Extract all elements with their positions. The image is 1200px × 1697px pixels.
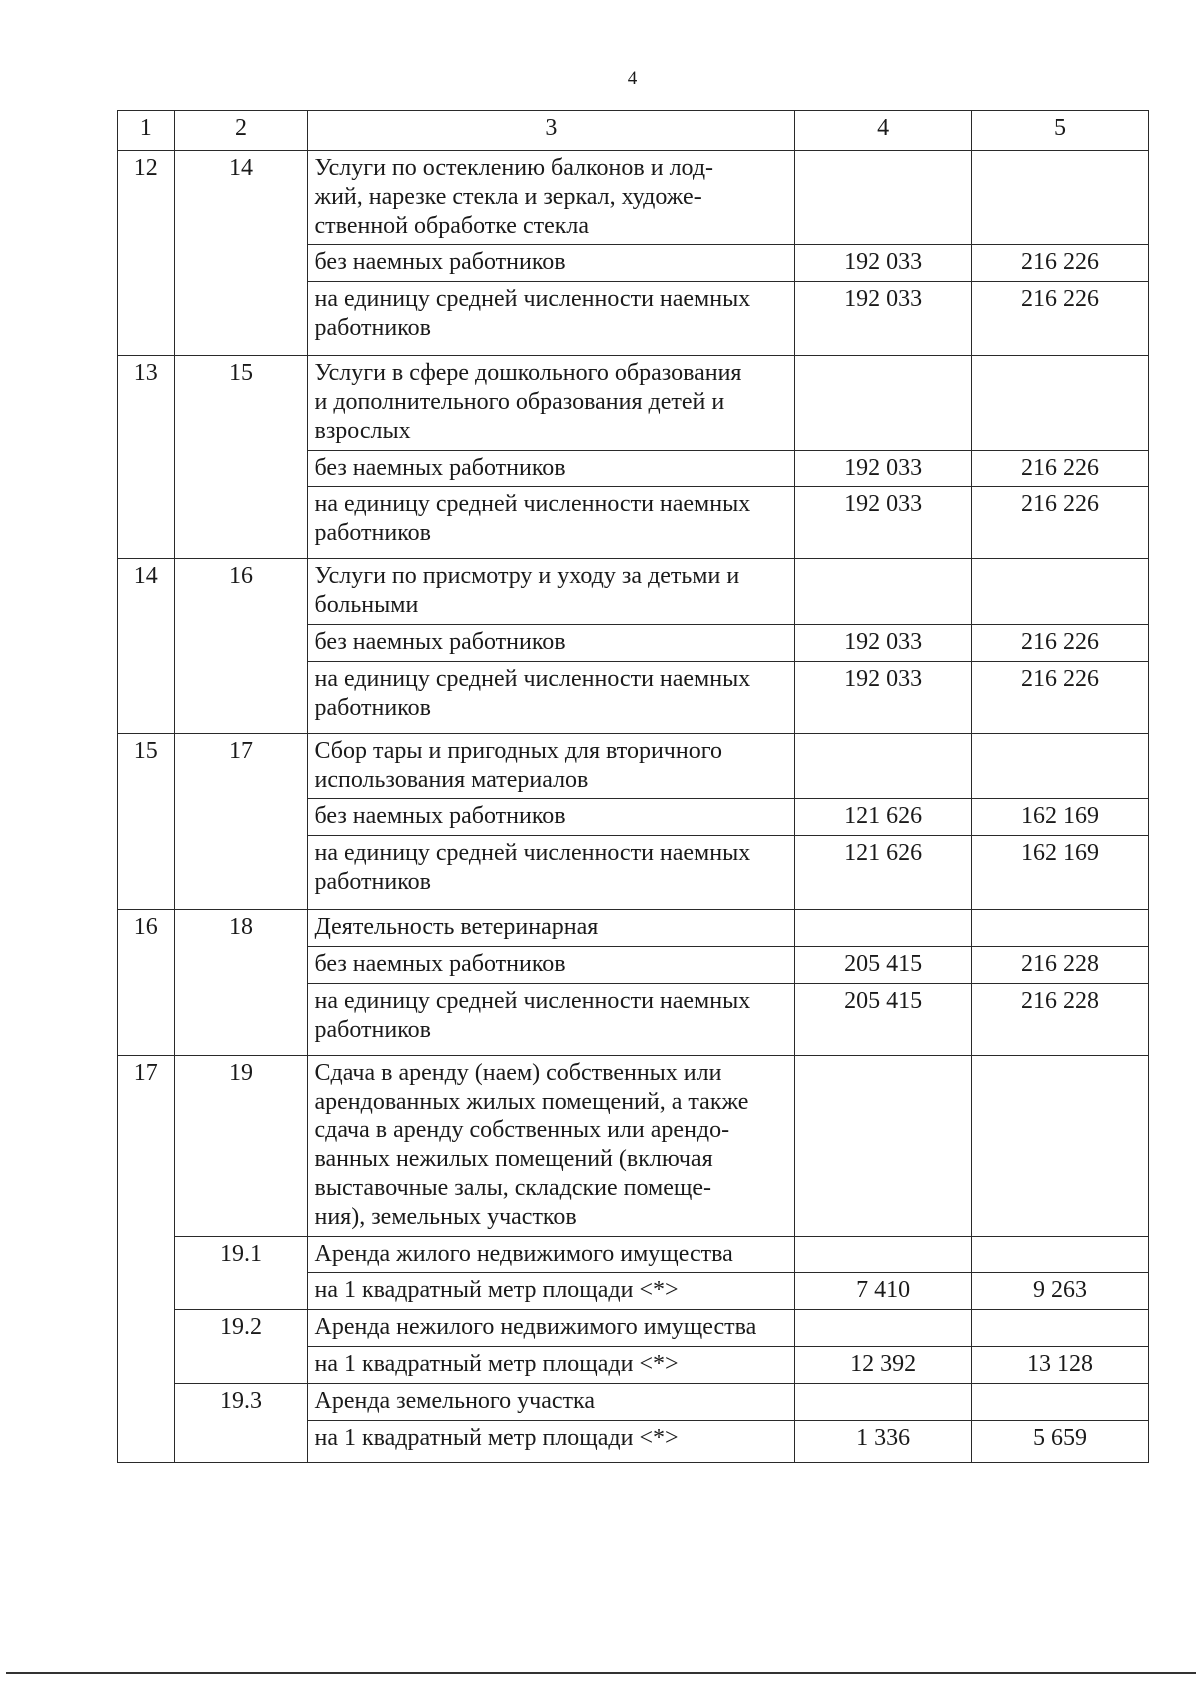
activity-title: Сбор тары и пригодных для вторичного использования материалов (308, 733, 795, 799)
value-col4: 192 033 (795, 661, 972, 733)
row-label: на единицу средней численности наемных работников (308, 661, 795, 733)
value-col5: 216 226 (972, 450, 1149, 487)
row-label: без наемных работников (308, 799, 795, 836)
subsection-code: 19.1 (174, 1236, 308, 1310)
row-label: без наемных работников (308, 946, 795, 983)
value-col5: 216 226 (972, 661, 1149, 733)
column-number-row (118, 111, 1149, 151)
section-row (118, 151, 1149, 245)
value-col5: 162 169 (972, 799, 1149, 836)
value-col4: 205 415 (795, 983, 972, 1055)
row-label: на единицу средней численности наемных работников (308, 282, 795, 356)
activity-title: Услуги по остеклению балконов и лод- жий, нарезке стекла и зеркал, художе- ственной обработке стекла (308, 151, 795, 245)
subsection-code: 19.3 (174, 1383, 308, 1462)
value-col4: 7 410 (795, 1273, 972, 1310)
value-col5: 216 226 (972, 282, 1149, 356)
value-col5: 162 169 (972, 836, 1149, 910)
value-col4: 192 033 (795, 282, 972, 356)
row-label: на 1 квадратный метр площади <*> (308, 1420, 795, 1462)
row-label: на единицу средней численности наемных работников (308, 836, 795, 910)
row-number: 16 (118, 910, 175, 1056)
row-label: без наемных работников (308, 624, 795, 661)
row-number: 15 (118, 733, 175, 909)
subsection-code: 19.2 (174, 1310, 308, 1384)
activity-title: Услуги в сфере дошкольного образования и дополнительного образования детей и взрослых (308, 356, 795, 450)
row-number: 12 (118, 151, 175, 356)
activity-title: Деятельность ветеринарная (308, 910, 795, 947)
subsection-row (118, 1383, 1149, 1420)
subsection-title: Аренда нежилого недвижимого имущества (308, 1310, 795, 1347)
value-col4: 1 336 (795, 1420, 972, 1462)
subsection-row (118, 1310, 1149, 1347)
column-number: 2 (174, 111, 308, 151)
column-number: 3 (308, 111, 795, 151)
value-col4: 121 626 (795, 799, 972, 836)
column-number: 5 (972, 111, 1149, 151)
activity-code: 17 (174, 733, 308, 909)
value-col5: 216 228 (972, 946, 1149, 983)
value-col4: 192 033 (795, 450, 972, 487)
column-number: 1 (118, 111, 175, 151)
row-label: без наемных работников (308, 450, 795, 487)
value-col5: 9 263 (972, 1273, 1149, 1310)
value-col4: 192 033 (795, 487, 972, 559)
value-col5: 216 228 (972, 983, 1149, 1055)
value-col4: 121 626 (795, 836, 972, 910)
subsection-row (118, 1236, 1149, 1273)
activity-title: Услуги по присмотру и уходу за детьми и больными (308, 559, 795, 625)
row-label: без наемных работников (308, 245, 795, 282)
value-col4: 192 033 (795, 624, 972, 661)
activity-code: 16 (174, 559, 308, 733)
section-row (118, 559, 1149, 625)
row-number: 14 (118, 559, 175, 733)
activity-code: 18 (174, 910, 308, 1056)
subsection-title: Аренда земельного участка (308, 1383, 795, 1420)
page-number: 4 (627, 68, 638, 89)
column-number: 4 (795, 111, 972, 151)
row-label: на единицу средней численности наемных работников (308, 983, 795, 1055)
value-col5: 216 226 (972, 245, 1149, 282)
activity-code: 14 (174, 151, 308, 356)
value-col5: 216 226 (972, 487, 1149, 559)
value-col5: 5 659 (972, 1420, 1149, 1462)
activity-code: 15 (174, 356, 308, 559)
value-col4: 192 033 (795, 245, 972, 282)
value-col4: 12 392 (795, 1346, 972, 1383)
subsection-title: Аренда жилого недвижимого имущества (308, 1236, 795, 1273)
activity-code: 19 (174, 1055, 308, 1236)
row-label: на 1 квадратный метр площади <*> (308, 1346, 795, 1383)
section-row (118, 910, 1149, 947)
page-bottom-rule (6, 1672, 1196, 1674)
activity-title: Сдача в аренду (наем) собственных или арендованных жилых помещений, а также сдача в аренду собственных или арендо- ванных нежилых помещений (включая выставочные залы, складские помеще- ния), земельных участков (308, 1055, 795, 1236)
value-col4: 205 415 (795, 946, 972, 983)
value-col5: 13 128 (972, 1346, 1149, 1383)
section-row (118, 733, 1149, 799)
row-number: 17 (118, 1055, 175, 1462)
section-row (118, 1055, 1149, 1236)
row-label: на 1 квадратный метр площади <*> (308, 1273, 795, 1310)
value-col5: 216 226 (972, 624, 1149, 661)
rates-table (117, 110, 1149, 1463)
row-number: 13 (118, 356, 175, 559)
row-label: на единицу средней численности наемных работников (308, 487, 795, 559)
section-row (118, 356, 1149, 450)
